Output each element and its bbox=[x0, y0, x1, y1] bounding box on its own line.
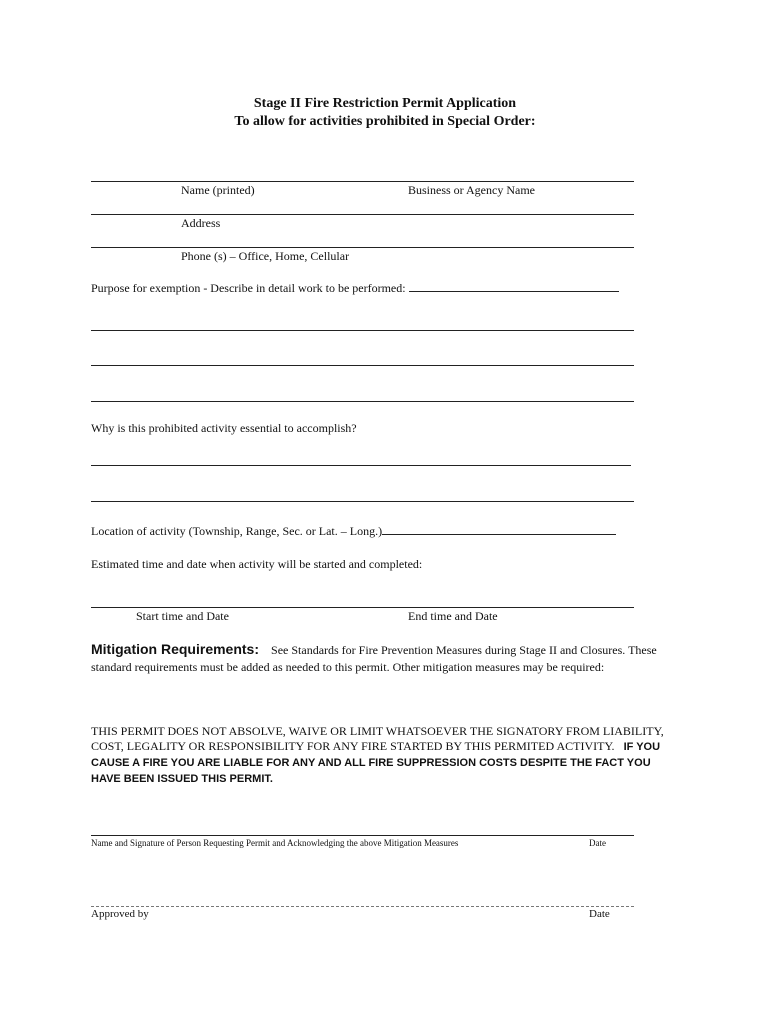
purpose-line-2[interactable] bbox=[91, 365, 634, 366]
timing-label: Estimated time and date when activity will be started and completed: bbox=[91, 557, 423, 571]
disclaimer-text: THIS PERMIT DOES NOT ABSOLVE, WAIVE OR LIMIT WHATSOEVER THE SIGNATORY FROM LIABILITY, COST, LEGALITY OR RESPONSIBILITY FOR ANY FIRE STARTED BY THIS PERMITED ACTIVITY. bbox=[91, 724, 664, 753]
location-inline-line[interactable] bbox=[382, 524, 616, 535]
purpose-label-text: Purpose for exemption - Describe in detail work to be performed: bbox=[91, 281, 406, 295]
requester-date-label: Date bbox=[589, 838, 606, 848]
phone-label: Phone (s) – Office, Home, Cellular bbox=[181, 249, 350, 263]
essential-line-2[interactable] bbox=[91, 501, 634, 502]
start-time-label: Start time and Date bbox=[136, 609, 229, 623]
address-label: Address bbox=[181, 216, 221, 230]
approval-signature-line[interactable] bbox=[91, 906, 634, 907]
address-line[interactable] bbox=[91, 214, 634, 215]
approved-date-label: Date bbox=[589, 908, 610, 920]
mitigation-heading: Mitigation Requirements bbox=[91, 641, 255, 657]
location-label bbox=[91, 524, 616, 538]
essential-label: Why is this prohibited activity essential to accomplish? bbox=[91, 421, 357, 435]
mitigation-text: See Standards for Fire Prevention Measures during Stage II and Closures. These standard requirements must be added as needed to this permit. Other mitigation measures may be required: bbox=[91, 643, 657, 674]
end-time-label: End time and Date bbox=[408, 609, 498, 623]
form-subtitle: To allow for activities prohibited in Special Order: bbox=[234, 114, 536, 129]
requester-signature-line[interactable] bbox=[91, 835, 634, 836]
purpose-line-1[interactable] bbox=[91, 330, 634, 331]
business-agency-label: Business or Agency Name bbox=[408, 183, 535, 197]
timing-line[interactable] bbox=[91, 607, 634, 608]
requester-signature-label: Name and Signature of Person Requesting Permit and Acknowledging the above Mitigation Measures bbox=[91, 838, 459, 848]
disclaimer-bold-text: IF YOU CAUSE A FIRE YOU ARE LIABLE FOR ANY AND ALL FIRE SUPPRESSION COSTS DESPITE THE FACT YOU HAVE BEEN ISSUED THIS PERMIT. bbox=[91, 741, 661, 785]
purpose-label bbox=[91, 281, 619, 295]
location-label-text: Location of activity (Township, Range, Sec. or Lat. – Long.) bbox=[91, 524, 383, 538]
purpose-line-3[interactable] bbox=[91, 401, 634, 402]
mitigation-section: Mitigation Requirements: See Standards for Fire Prevention Measures during Stage II and Closures. These standard requirements must be added as needed to this permit. Other mitigation measures may be required: bbox=[91, 641, 657, 674]
essential-line-1[interactable] bbox=[91, 465, 631, 466]
liability-disclaimer bbox=[91, 724, 671, 787]
name-business-line[interactable] bbox=[91, 181, 634, 182]
purpose-inline-line[interactable] bbox=[409, 281, 619, 292]
approved-by-label: Approved by bbox=[91, 908, 149, 920]
form-title: Stage II Fire Restriction Permit Application bbox=[253, 96, 517, 111]
name-printed-label: Name (printed) bbox=[181, 183, 255, 197]
phone-line[interactable] bbox=[91, 247, 634, 248]
